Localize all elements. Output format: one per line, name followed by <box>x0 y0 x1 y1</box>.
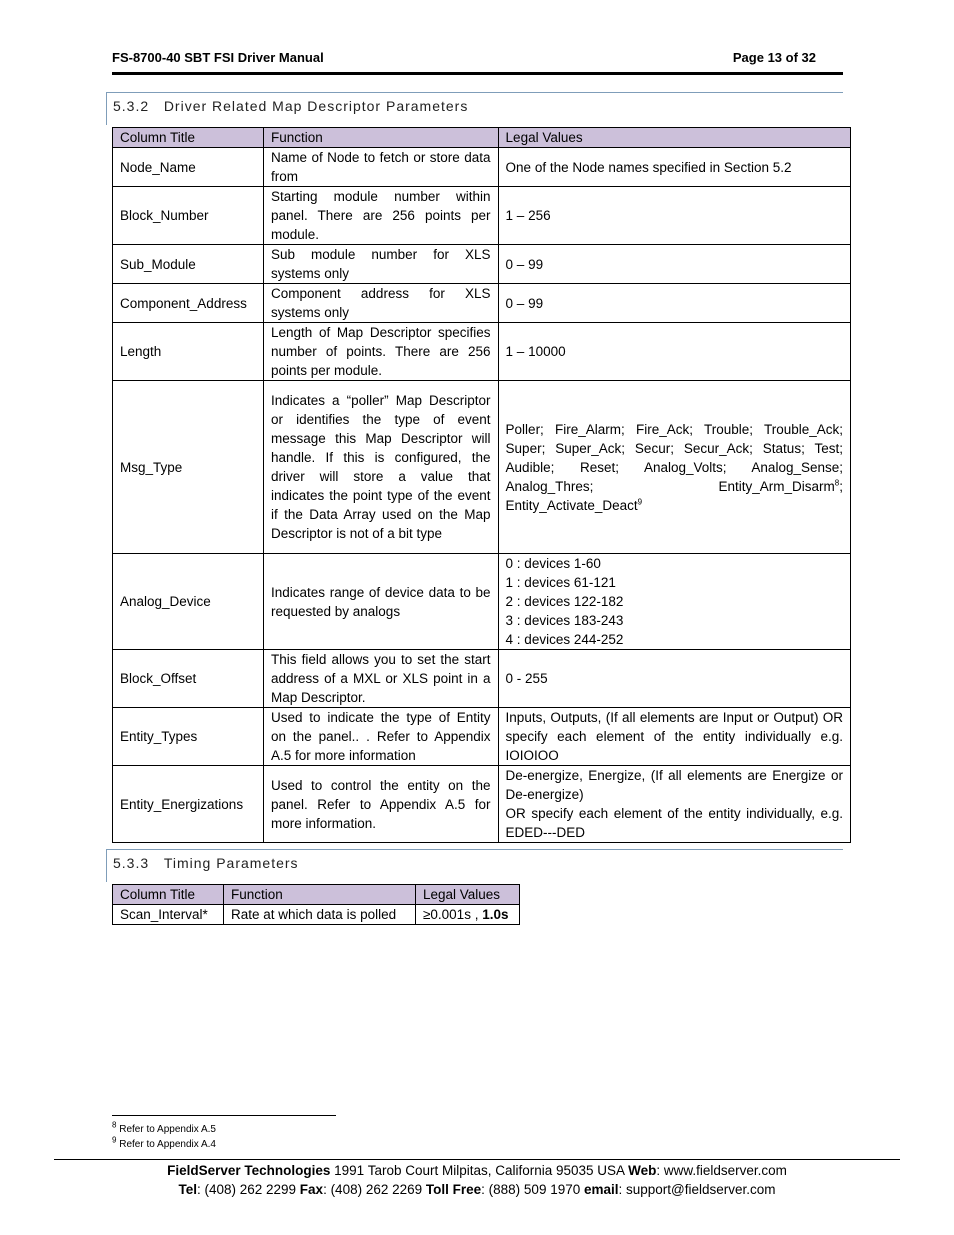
table-row <box>113 284 851 323</box>
row-function: Used to control the entity on the panel. Refer to Appendix A.5 for more information. <box>263 766 498 843</box>
section-533-rule <box>106 849 843 850</box>
footer-fax-label: Fax <box>299 1182 324 1197</box>
footer-line-2 <box>0 1182 954 1197</box>
table-row <box>113 905 520 925</box>
legal-line: De-energize, Energize, (If all elements are Energize or De-energize) <box>505 768 843 802</box>
footnote-text: Refer to Appendix A.5 <box>119 1124 216 1135</box>
row-legal: 0 – 99 <box>498 245 850 284</box>
row-function: Sub module number for XLS systems only <box>263 245 498 284</box>
footer-web-label: Web <box>628 1163 657 1178</box>
row-function: Indicates a “poller” Map Descriptor or identifies the type of event message this Map Descriptor will handle. If this is configured, the driver will store a value that indicates the point type of the event if the Data Array used on the Map Descriptor is not of a bit type <box>263 381 498 554</box>
row-legal <box>498 381 850 554</box>
map-descriptor-parameters-table <box>112 127 851 843</box>
timing-parameters-table <box>112 884 520 925</box>
table-row <box>113 187 851 245</box>
column-header-function: Function <box>263 128 498 148</box>
table-row <box>113 148 851 187</box>
legal-line: 3 : devices 183-243 <box>505 613 624 628</box>
row-legal <box>498 766 850 843</box>
column-header-function: Function <box>224 885 416 905</box>
row-legal <box>498 554 850 650</box>
table-row <box>113 708 851 766</box>
section-533-number: 5.3.3 <box>113 855 150 871</box>
legal-line: 1 : devices 61-121 <box>505 575 616 590</box>
footer-line-1 <box>0 1163 954 1178</box>
row-title: Length <box>113 323 264 381</box>
footnote-ref-9: 9 <box>637 497 643 506</box>
row-function: Length of Map Descriptor specifies number of points. There are 256 points per module. <box>263 323 498 381</box>
footer-company: FieldServer Technologies <box>167 1163 331 1178</box>
row-legal: 0 – 99 <box>498 284 850 323</box>
page-number: Page 13 of 32 <box>732 50 816 65</box>
row-function: This field allows you to set the start address of a MXL or XLS point in a Map Descriptor. <box>263 650 498 708</box>
column-header-legal: Legal Values <box>416 885 520 905</box>
footer-email-label: email <box>583 1182 619 1197</box>
row-title: Node_Name <box>113 148 264 187</box>
section-533-heading <box>106 855 299 871</box>
table-row <box>113 650 851 708</box>
table-header-row <box>113 885 520 905</box>
msg-type-values-tail: ; Entity_Activate_Deact <box>505 478 843 513</box>
row-function: Component address for XLS systems only <box>263 284 498 323</box>
row-title: Component_Address <box>113 284 264 323</box>
footnote-ref-8: 8 <box>834 478 840 487</box>
footnote-9 <box>112 1135 216 1150</box>
document-title: FS-8700-40 SBT FSI Driver Manual <box>112 50 324 65</box>
row-title: Sub_Module <box>113 245 264 284</box>
row-legal: 1 – 10000 <box>498 323 850 381</box>
row-legal: One of the Node names specified in Section 5.2 <box>498 148 850 187</box>
row-function: Rate at which data is polled <box>224 905 416 925</box>
msg-type-values: Poller; Fire_Alarm; Fire_Ack; Trouble; Trouble_Ack; Super; Super_Ack; Secur; Secur_Ack; Status; Test; Audible; Reset; Analog_Volts; Analog_Sense; Analog_Thres; Entity_Arm_Disarm <box>505 421 843 494</box>
footer-rule <box>54 1159 900 1160</box>
footer-web: : www.fieldserver.com <box>656 1163 787 1178</box>
table-row <box>113 381 851 554</box>
footer-tel: : (408) 262 2299 <box>196 1182 300 1197</box>
row-title: Entity_Types <box>113 708 264 766</box>
legal-line: 2 : devices 122-182 <box>505 594 624 609</box>
legal-line: 4 : devices 244-252 <box>505 632 624 647</box>
row-function: Name of Node to fetch or store data from <box>263 148 498 187</box>
footer-tollfree: : (888) 509 1970 <box>481 1182 584 1197</box>
row-title: Scan_Interval* <box>113 905 224 925</box>
footer-email: : support@fieldserver.com <box>618 1182 776 1197</box>
footnote-number: 9 <box>112 1135 117 1145</box>
section-532-title: Driver Related Map Descriptor Parameters <box>163 98 469 114</box>
header-rule <box>112 72 843 75</box>
footnote-number: 8 <box>112 1120 117 1130</box>
legal-line: 0 : devices 1-60 <box>505 556 601 571</box>
footnote-rule <box>112 1115 336 1116</box>
legal-default: 1.0s <box>482 907 509 922</box>
row-title: Entity_Energizations <box>113 766 264 843</box>
row-function: Used to indicate the type of Entity on the panel.. . Refer to Appendix A.5 for more information <box>263 708 498 766</box>
legal-line: OR specify each element of the entity individually, e.g. EDED---DED <box>505 806 843 840</box>
section-532-rule <box>106 92 843 93</box>
table-row <box>113 554 851 650</box>
row-function: Indicates range of device data to be requested by analogs <box>263 554 498 650</box>
row-legal: Inputs, Outputs, (If all elements are Input or Output) OR specify each element of the entity individually e.g. IOIOIOO <box>498 708 850 766</box>
table-row <box>113 766 851 843</box>
row-title: Msg_Type <box>113 381 264 554</box>
footnote-8 <box>112 1120 216 1135</box>
legal-range: ≥0.001s , <box>423 907 483 922</box>
table-row <box>113 245 851 284</box>
section-532-number: 5.3.2 <box>113 98 150 114</box>
footer-tollfree-label: Toll Free <box>425 1182 482 1197</box>
page-header <box>112 50 816 65</box>
footer-address: 1991 Tarob Court Milpitas, California 95035 USA <box>330 1163 629 1178</box>
column-header-title: Column Title <box>113 128 264 148</box>
row-legal: 1 – 256 <box>498 187 850 245</box>
footer-tel-label: Tel <box>178 1182 197 1197</box>
row-title: Block_Number <box>113 187 264 245</box>
column-header-title: Column Title <box>113 885 224 905</box>
row-legal <box>416 905 520 925</box>
table-header-row <box>113 128 851 148</box>
section-532-heading <box>106 98 468 114</box>
row-title: Analog_Device <box>113 554 264 650</box>
row-legal: 0 - 255 <box>498 650 850 708</box>
table-row <box>113 323 851 381</box>
row-title: Block_Offset <box>113 650 264 708</box>
row-function: Starting module number within panel. There are 256 points per module. <box>263 187 498 245</box>
footer-fax: : (408) 262 2269 <box>323 1182 426 1197</box>
footnote-text: Refer to Appendix A.4 <box>119 1139 216 1150</box>
section-533-title: Timing Parameters <box>163 855 299 871</box>
column-header-legal: Legal Values <box>498 128 850 148</box>
